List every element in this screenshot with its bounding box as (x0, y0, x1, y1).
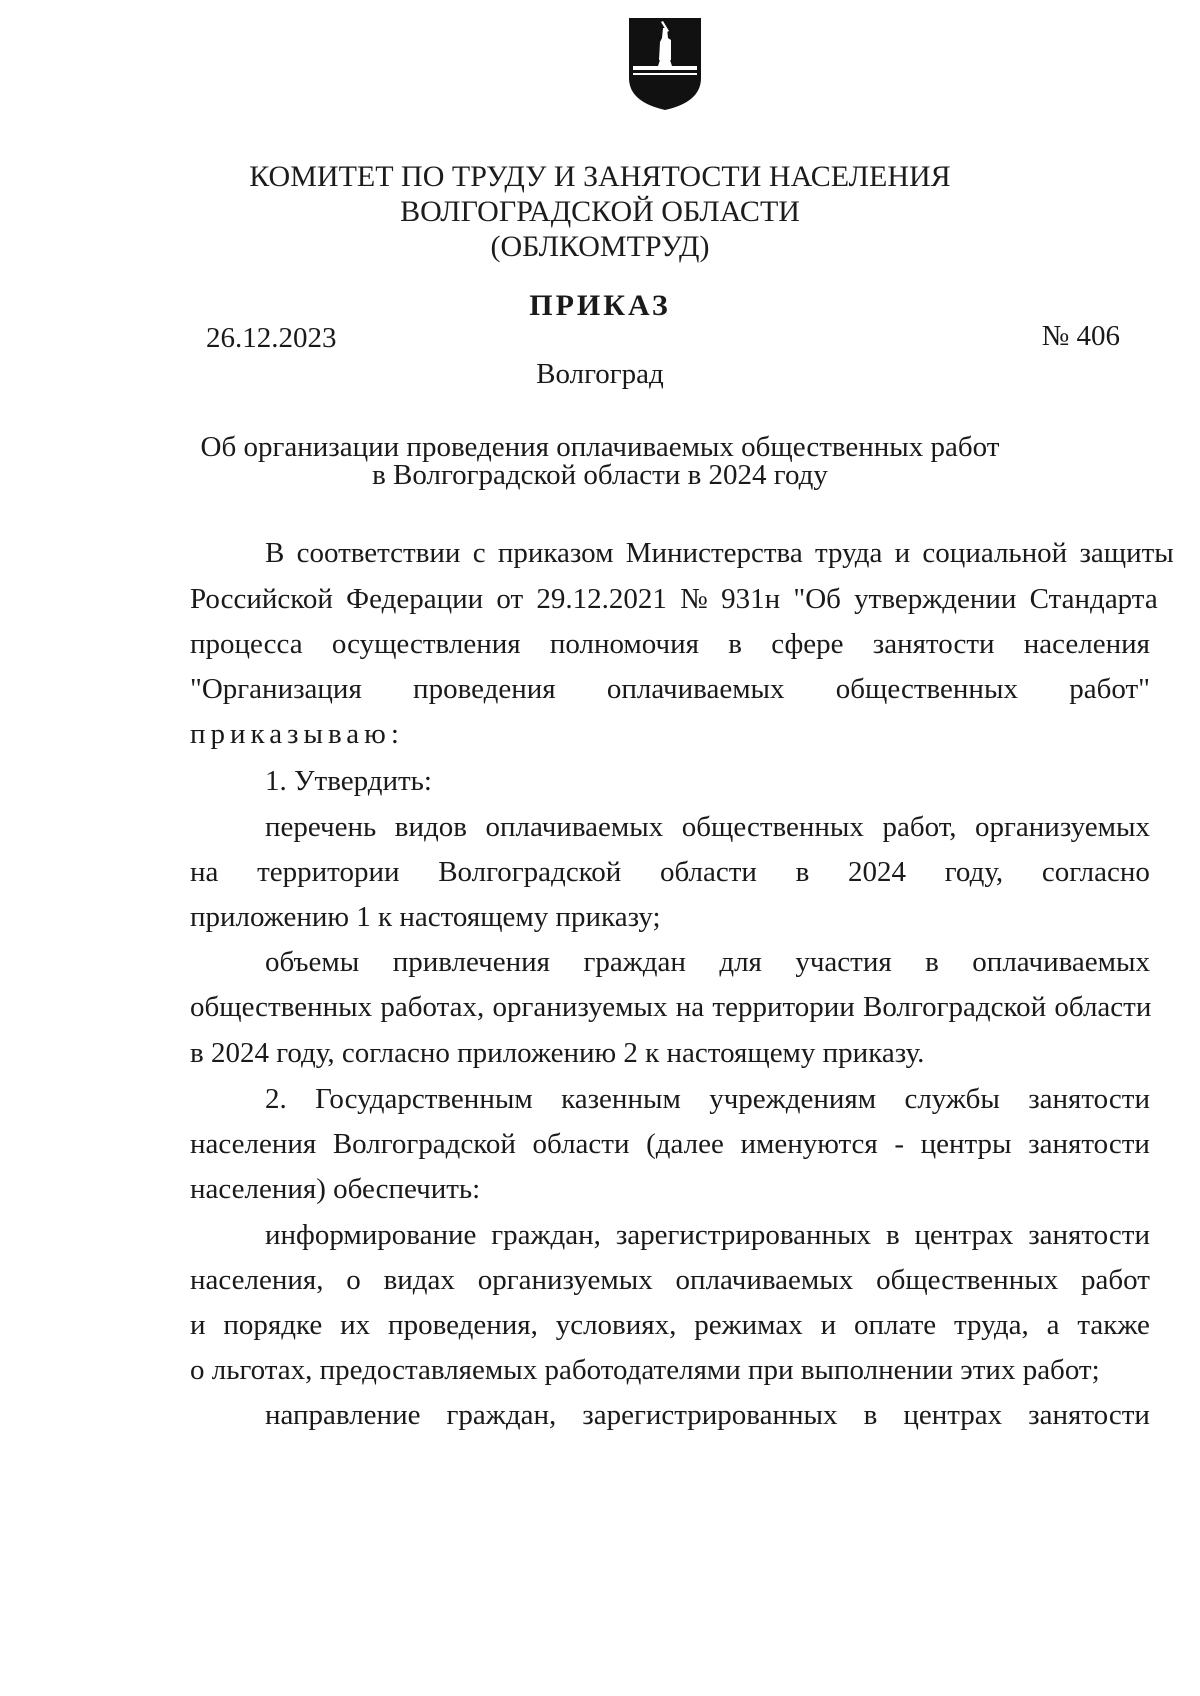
body-line-7 (265, 810, 1150, 844)
org-name-line1: КОМИТЕТ ПО ТРУДУ И ЗАНЯТОСТИ НАСЕЛЕНИЯ (249, 160, 951, 193)
word: Волгоградской (438, 856, 622, 888)
word: оплате (853, 1309, 937, 1341)
word: занятости (1028, 1219, 1150, 1251)
word: режимах (694, 1309, 803, 1341)
word: области (660, 856, 757, 888)
word: общественных (835, 673, 1018, 705)
body-line-3 (190, 627, 1150, 661)
word: 2. (265, 1083, 287, 1115)
word: граждан, (491, 1219, 601, 1251)
word: в (925, 946, 939, 978)
word: учреждениям (709, 1083, 877, 1115)
word: году, (944, 856, 1004, 888)
body-line-11: общественных работах, организуемых на территории Волгоградской области (190, 991, 1152, 1023)
word: центры (920, 1128, 1012, 1160)
word: полномочия (549, 628, 699, 660)
word: в (863, 1399, 878, 1431)
body-line-15: населения) обеспечить: (190, 1173, 481, 1205)
word: в (795, 856, 810, 888)
word: занятости (1028, 1399, 1150, 1431)
word: "Организация (190, 673, 362, 705)
subject-line1: Об организации проведения оплачиваемых общественных работ (200, 431, 1000, 463)
word: проведения, (388, 1309, 538, 1341)
word: зарегистрированных (615, 1219, 872, 1251)
word: казенным (561, 1083, 681, 1115)
order-city: Волгоград (536, 358, 664, 390)
word: направление (265, 1399, 421, 1431)
body-line-18 (190, 1308, 1150, 1342)
word: населения, (190, 1264, 324, 1296)
word: а (1046, 1309, 1060, 1341)
word: именуются (740, 1128, 878, 1160)
word: Волгоградской (332, 1128, 516, 1160)
word: зарегистрированных (582, 1399, 838, 1431)
word: общественных (681, 811, 864, 843)
word: организуемых (477, 1264, 653, 1296)
body-line-4 (190, 672, 1150, 706)
word: работ, (882, 811, 957, 843)
body-line-6: 1. Утвердить: (265, 765, 432, 797)
body-line-20 (265, 1398, 1150, 1432)
word: (далее (646, 1128, 724, 1160)
word: перечень (265, 811, 377, 843)
body-line-10 (265, 945, 1150, 979)
word: населения (190, 1128, 317, 1160)
word: области (532, 1128, 630, 1160)
word: работ (1081, 1264, 1150, 1296)
word: населения (1023, 628, 1150, 660)
body-line-19: о льготах, предоставляемых работодателями при выполнении этих работ; (190, 1354, 1100, 1386)
word: службы (904, 1083, 1000, 1115)
word: занятости (872, 628, 995, 660)
word: общественных (876, 1264, 1059, 1296)
word: о (346, 1264, 361, 1296)
word: видов (394, 811, 467, 843)
body-line-17 (190, 1263, 1150, 1297)
order-number: № 406 (1041, 320, 1120, 352)
word: их (340, 1309, 371, 1341)
body-line-1: В соответствии с приказом Министерства труда и социальной защиты (265, 537, 1174, 569)
word: труда, (954, 1309, 1029, 1341)
word: оплачиваемых (675, 1264, 854, 1296)
body-line-12: в 2024 году, согласно приложению 2 к настоящему приказу. (190, 1037, 925, 1069)
word: также (1077, 1309, 1150, 1341)
word: оплачиваемых (972, 946, 1150, 978)
word: процесса (190, 628, 303, 660)
word: привлечения (392, 946, 550, 978)
body-line-8 (190, 855, 1150, 889)
word: работ" (1069, 673, 1150, 705)
order-date: 26.12.2023 (206, 322, 337, 354)
word: граждан (583, 946, 686, 978)
body-line-13 (265, 1082, 1150, 1116)
word: условиях, (555, 1309, 677, 1341)
word: видах (383, 1264, 455, 1296)
body-line-9: приложению 1 к настоящему приказу; (190, 901, 661, 933)
word: оплачиваемых (485, 811, 664, 843)
body-line-16 (265, 1218, 1150, 1252)
word: на (190, 856, 219, 888)
word: занятости (1028, 1128, 1150, 1160)
word: проведения (413, 673, 556, 705)
word: сфере (771, 628, 844, 660)
word: центрах (903, 1399, 1003, 1431)
emblem-icon (627, 16, 703, 112)
word: и (820, 1309, 837, 1341)
word: в (728, 628, 742, 660)
word: объемы (265, 946, 360, 978)
org-name-line3: (ОБЛКОМТРУД) (490, 230, 710, 263)
document-title: ПРИКАЗ (529, 289, 671, 322)
word: - (894, 1128, 905, 1160)
word: в (885, 1219, 900, 1251)
word: Государственным (315, 1083, 533, 1115)
word: центрах (914, 1219, 1014, 1251)
body-line-5: приказываю: (190, 718, 404, 750)
word: согласно (1041, 856, 1150, 888)
word: 2024 (848, 856, 907, 888)
subject-line2: в Волгоградской области в 2024 году (372, 459, 828, 491)
word: занятости (1028, 1083, 1150, 1115)
word: оплачиваемых (606, 673, 785, 705)
word: для (719, 946, 762, 978)
word: порядке (223, 1309, 323, 1341)
word: граждан, (446, 1399, 557, 1431)
body-line-2: Российской Федерации от 29.12.2021 № 931н "Об утверждении Стандарта (190, 583, 1158, 615)
word: и (190, 1309, 206, 1341)
word: территории (257, 856, 400, 888)
word: участия (795, 946, 892, 978)
org-name-line2: ВОЛГОГРАДСКОЙ ОБЛАСТИ (400, 195, 800, 228)
body-line-14 (190, 1127, 1150, 1161)
word: организуемых (975, 811, 1150, 843)
word: информирование (265, 1219, 477, 1251)
word: осуществления (331, 628, 521, 660)
